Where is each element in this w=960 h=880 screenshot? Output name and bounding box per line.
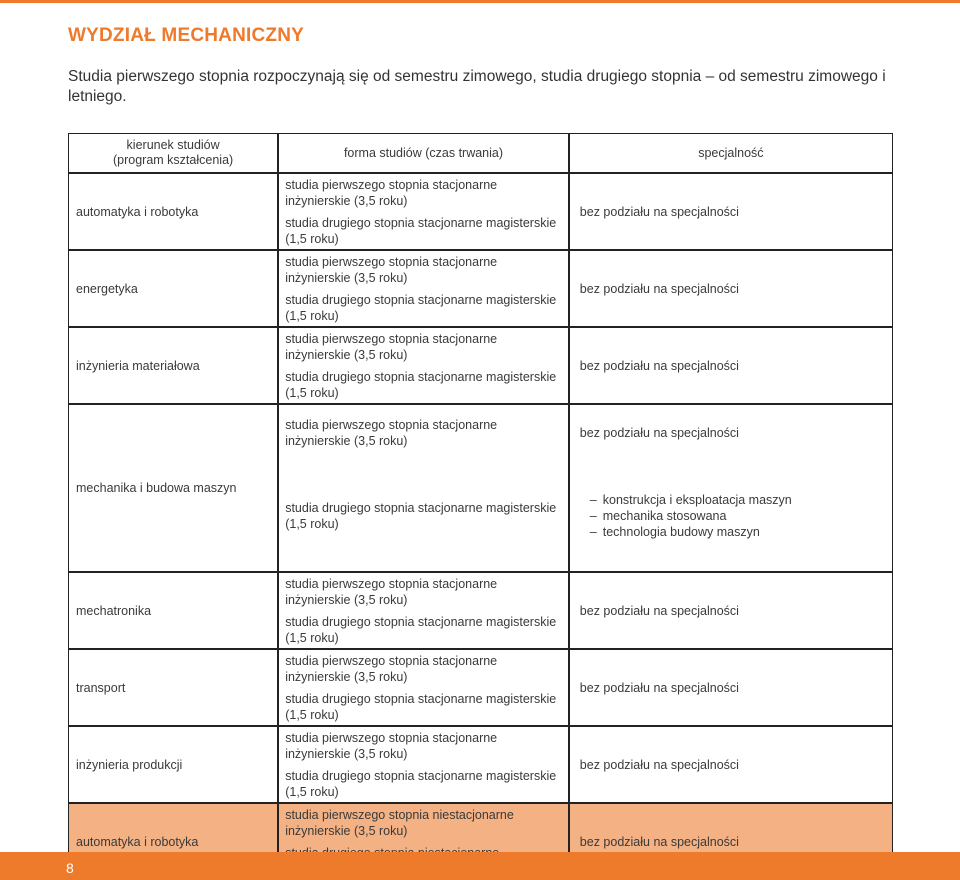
- specialty-cell: bez podziału na specjalności: [569, 327, 893, 404]
- forms-cell: [278, 649, 569, 726]
- form-item: studia drugiego stopnia stacjonarne magisterskie (1,5 roku): [285, 500, 557, 531]
- form-item: studia drugiego stopnia stacjonarne magisterskie (1,5 roku): [285, 292, 557, 323]
- direction-cell: energetyka: [68, 250, 278, 327]
- table-row: [68, 649, 893, 726]
- page-number: 8: [66, 860, 74, 876]
- direction-cell: inżynieria materiałowa: [68, 327, 278, 404]
- table-row: [68, 404, 893, 572]
- specialty-list-item: – mechanika stosowana: [580, 508, 792, 524]
- page-title: WYDZIAŁ MECHANICZNY: [68, 25, 305, 46]
- direction-cell: mechatronika: [68, 572, 278, 649]
- form-item: studia pierwszego stopnia niestacjonarne inżynierskie (3,5 roku): [285, 807, 514, 838]
- specialty-cell: bez podziału na specjalności: [569, 173, 893, 250]
- col-header-direction: kierunek studiów (program kształcenia): [68, 133, 278, 173]
- specialty-cell: [569, 404, 893, 572]
- forms-cell: [278, 327, 569, 404]
- specialty-cell: bez podziału na specjalności: [569, 726, 893, 803]
- forms-split-top: [279, 406, 568, 461]
- col-header-specialty: specjalność: [569, 133, 893, 173]
- specialty-cell: bez podziału na specjalności: [569, 649, 893, 726]
- forms-cell: [278, 250, 569, 327]
- specialty-cell: bez podziału na specjalności: [569, 572, 893, 649]
- col-header-form: forma studiów (czas trwania): [278, 133, 569, 173]
- table-row: [68, 173, 893, 250]
- intro-paragraph: Studia pierwszego stopnia rozpoczynają się od semestru zimowego, studia drugiego stopnia – od semestru zimowego i letniego.: [68, 68, 886, 105]
- form-item: studia pierwszego stopnia stacjonarne inżynierskie (3,5 roku): [285, 331, 498, 362]
- form-item: studia drugiego stopnia stacjonarne magisterskie (1,5 roku): [285, 768, 557, 799]
- footer-bar: [0, 852, 960, 880]
- forms-cell: [278, 173, 569, 250]
- table-header-row: [68, 133, 893, 173]
- programs-table: [68, 133, 893, 880]
- top-accent-bar: [0, 0, 960, 3]
- form-item: studia drugiego stopnia stacjonarne magisterskie (1,5 roku): [285, 691, 557, 722]
- form-item: studia pierwszego stopnia stacjonarne inżynierskie (3,5 roku): [285, 653, 498, 684]
- forms-cell: [278, 404, 569, 572]
- specialty-cell: bez podziału na specjalności: [569, 803, 893, 880]
- table-row: [68, 726, 893, 803]
- direction-cell: transport: [68, 649, 278, 726]
- direction-cell: automatyka i robotyka: [68, 803, 278, 880]
- specialty-list: [580, 492, 792, 540]
- form-item: studia pierwszego stopnia stacjonarne inżynierskie (3,5 roku): [285, 254, 498, 285]
- form-item: studia pierwszego stopnia stacjonarne inżynierskie (3,5 roku): [285, 730, 498, 761]
- specialty-bottom: [570, 461, 892, 571]
- specialty-list-item: – konstrukcja i eksploatacja maszyn: [580, 492, 792, 508]
- table-row: [68, 250, 893, 327]
- direction-cell: mechanika i budowa maszyn: [68, 404, 278, 572]
- specialty-top: bez podziału na specjalności: [579, 425, 739, 440]
- direction-cell: automatyka i robotyka: [68, 173, 278, 250]
- form-item: studia drugiego stopnia stacjonarne magisterskie (1,5 roku): [285, 215, 557, 246]
- specialty-list-item: – technologia budowy maszyn: [580, 524, 792, 540]
- forms-cell: [278, 726, 569, 803]
- form-item: studia pierwszego stopnia stacjonarne inżynierskie (3,5 roku): [285, 177, 498, 208]
- form-item: studia pierwszego stopnia stacjonarne inżynierskie (3,5 roku): [285, 576, 498, 607]
- direction-cell: inżynieria produkcji: [68, 726, 278, 803]
- form-item: studia drugiego stopnia stacjonarne magisterskie (1,5 roku): [285, 614, 557, 645]
- form-item: studia drugiego stopnia stacjonarne magisterskie (1,5 roku): [285, 369, 557, 400]
- forms-cell: [278, 572, 569, 649]
- table-row: [68, 572, 893, 649]
- form-item: studia pierwszego stopnia stacjonarne inżynierskie (3,5 roku): [285, 418, 498, 448]
- forms-split-bottom: [279, 461, 568, 571]
- specialty-cell: bez podziału na specjalności: [569, 250, 893, 327]
- table-row: [68, 327, 893, 404]
